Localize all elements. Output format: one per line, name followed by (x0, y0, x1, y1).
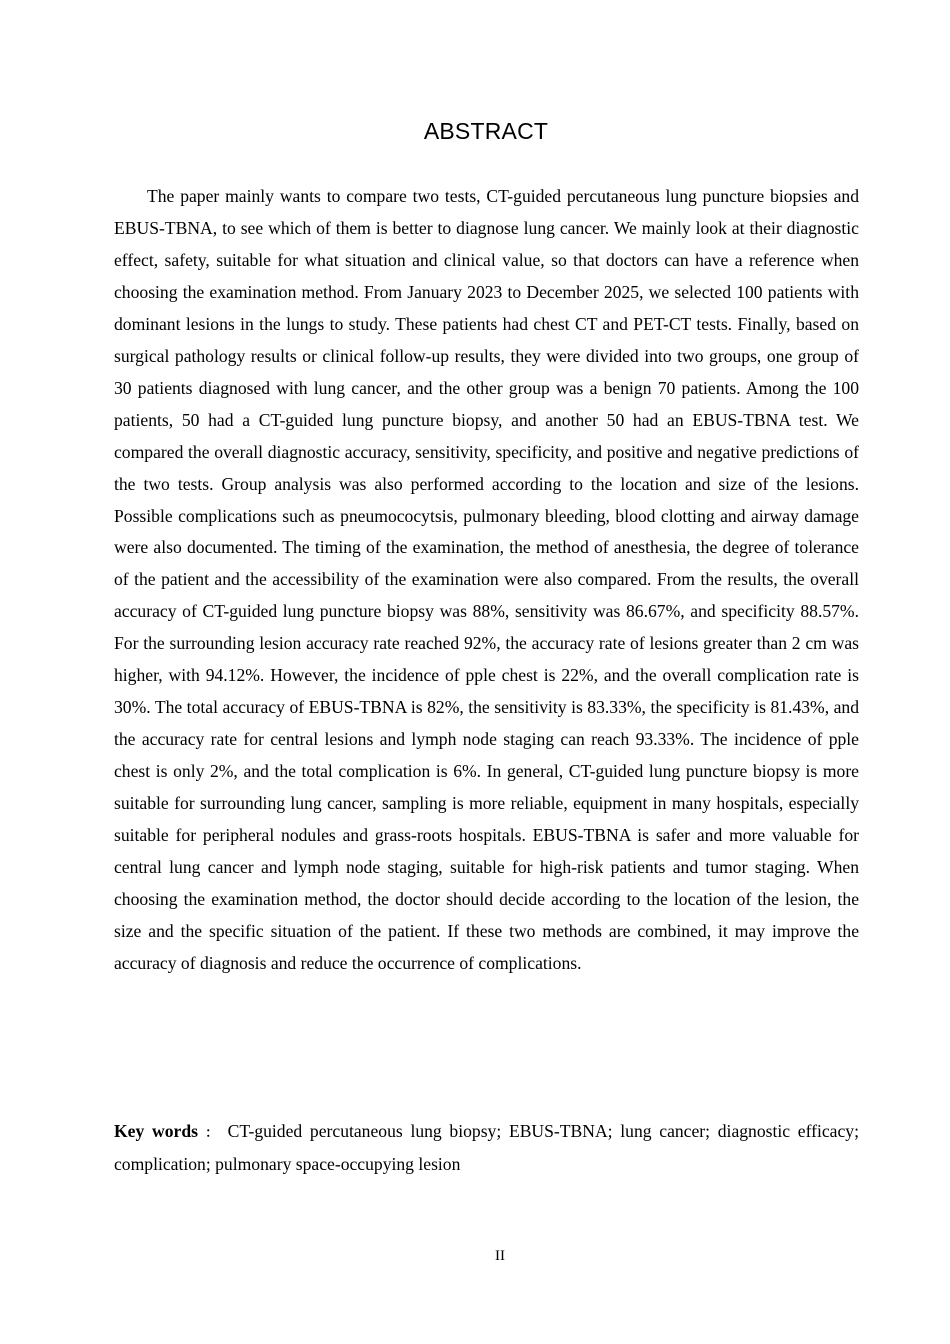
keywords-section (114, 1116, 859, 1181)
abstract-title: ABSTRACT (423, 118, 549, 144)
page-number: II (495, 1248, 505, 1264)
keywords-label: Key words (114, 1121, 198, 1141)
abstract-paragraph: The paper mainly wants to compare two tests, CT-guided percutaneous lung puncture biopsies and EBUS-TBNA, to see which of them is better to diagnose lung cancer. We mainly look at their diagnostic effect, safety, suitable for what situation and clinical value, so that doctors can have a reference when choosing the examination method. From January 2023 to December 2025, we selected 100 patients with dominant lesions in the lungs to study. These patients had chest CT and PET-CT tests. Finally, based on surgical pathology results or clinical follow-up results, they were divided into two groups, one group of 30 patients diagnosed with lung cancer, and the other group was a benign 70 patients. Among the 100 patients, 50 had a CT-guided lung puncture biopsy, and another 50 had an EBUS-TBNA test. We compared the overall diagnostic accuracy, sensitivity, specificity, and positive and negative predictions of the two tests. Group analysis was also performed according to the location and size of the lesions. Possible complications such as pneumococytsis, pulmonary bleeding, blood clotting and airway damage were also documented. The timing of the examination, the method of anesthesia, the degree of tolerance of the patient and the accessibility of the examination were also compared. From the results, the overall accuracy of CT-guided lung puncture biopsy was 88%, sensitivity was 86.67%, and specificity 88.57%. For the surrounding lesion accuracy rate reached 92%, the accuracy rate of lesions greater than 2 cm was higher, with 94.12%. However, the incidence of pple chest is 22%, and the overall complication rate is 30%. The total accuracy of EBUS-TBNA is 82%, the sensitivity is 83.33%, the specificity is 81.43%, and the accuracy rate for central lesions and lymph node staging can reach 93.33%. The incidence of pple chest is only 2%, and the total complication is 6%. In general, CT-guided lung puncture biopsy is more suitable for surrounding lung cancer, sampling is more reliable, equipment in many hospitals, especially suitable for peripheral nodules and grass-roots hospitals. EBUS-TBNA is safer and more valuable for central lung cancer and lymph node staging, suitable for high-risk patients and tumor staging. When choosing the examination method, the doctor should decide according to the location of the lesion, the size and the specific situation of the patient. If these two methods are combined, it may improve the accuracy of diagnosis and reduce the occurrence of complications. (114, 186, 859, 973)
keywords-separator: ： (201, 1125, 222, 1140)
keywords-list: CT-guided percutaneous lung biopsy; EBUS-TBNA; lung cancer; diagnostic efficacy; complication; pulmonary space-occupying lesion (114, 1121, 859, 1174)
